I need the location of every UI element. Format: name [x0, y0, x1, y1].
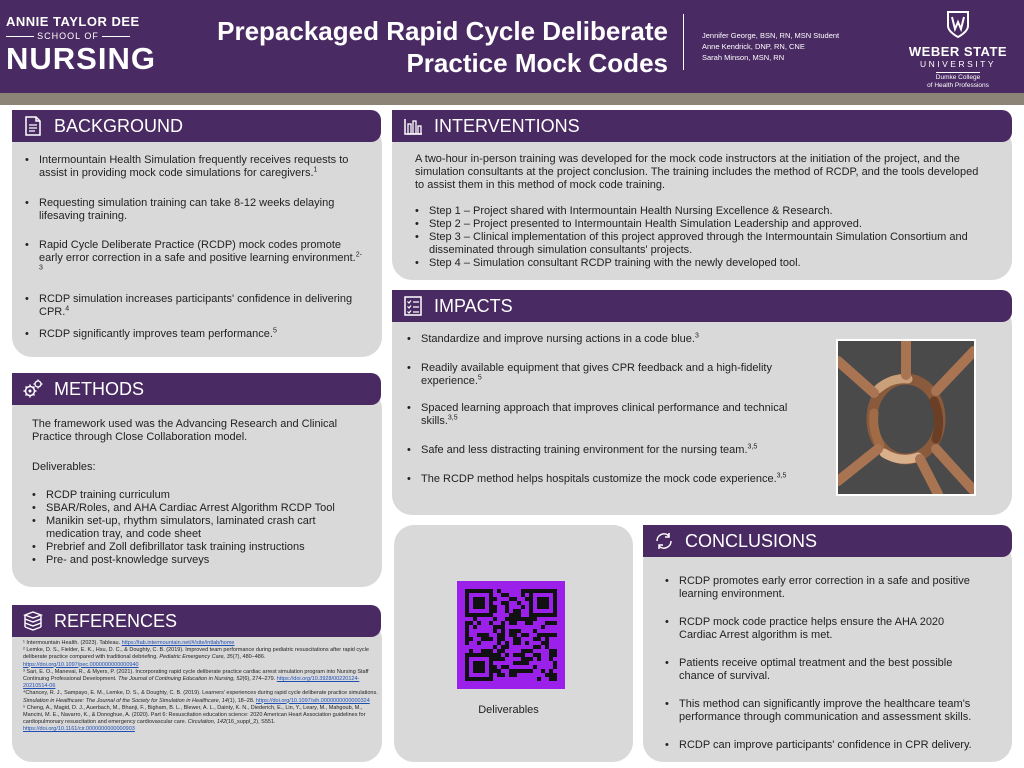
qr-pattern	[465, 589, 557, 681]
qr-caption: Deliverables	[478, 704, 539, 716]
references-list	[23, 640, 378, 734]
list-item: • Step 4 – Simulation consultant RCDP training with the newly developed tool.	[415, 257, 995, 270]
logo-line-1: ANNIE TAYLOR DEE	[6, 14, 140, 29]
list-item: • The RCDP method helps hospitals customize the mock code experience.$^{3,5}$	[407, 473, 792, 486]
list-item: • RCDP training curriculum	[32, 489, 352, 502]
methods-heading: METHODS	[54, 378, 144, 399]
interventions-steps	[415, 205, 995, 270]
conclusions-list	[665, 575, 985, 752]
deliverables-label: Deliverables:	[32, 461, 96, 473]
logo-line-2: SCHOOL OF	[6, 31, 130, 41]
list-item: • Step 2 – Project presented to Intermountain Health Simulation Leadership and approved.	[415, 218, 995, 231]
list-item: • SBAR/Roles, and AHA Cardiac Arrest Algorithm RCDP Tool	[32, 502, 352, 515]
hands-circle-photo	[836, 339, 976, 496]
gears-icon	[22, 378, 44, 400]
references-heading: REFERENCES	[54, 610, 178, 631]
list-item: • Step 3 – Clinical implementation of this project approved through the Intermountain Simulation Consortium and disseminated through simulation consultants' projects.	[415, 231, 995, 257]
background-banner	[12, 110, 381, 142]
reference-link[interactable]: https://doi.org/10.1161/cir.0000000000000903	[23, 726, 135, 733]
header-divider	[683, 14, 684, 70]
interventions-heading: INTERVENTIONS	[434, 115, 580, 136]
title-line-1: Prepackaged Rapid Cycle Deliberate	[217, 16, 668, 46]
reference-item: ³ Sari, E. O., Manevai, R., & Myers, P. (2021). Incorporating rapid cycle deliberate practice cardiac arrest simulation program into Nursing Staff Continuing Professional Development. The Journal of Continuing Education in Nursing, 52(6), 274–279. https://doi.org/10.3928/00220124-20210514-06	[23, 668, 369, 690]
impacts-banner	[392, 290, 1012, 322]
list-item: • RCDP can improve participants' confidence in CPR delivery.	[665, 739, 985, 752]
wildcat-w-icon	[945, 10, 971, 38]
list-item: • RCDP promotes early error correction in a safe and positive learning environment.	[665, 575, 985, 601]
bar-chart-icon	[402, 115, 424, 137]
list-item: • RCDP simulation increases participants' confidence in delivering CPR.$^4$	[25, 293, 365, 319]
reference-item: ⁵ Cheng, A., Magid, D. J., Auerbach, M., Bhanji, F., Bigham, B. L., Blewer, A. L., Dainty, K. N., Diederich, E., Lin, Y., Leary, M., Mahgoub, M., Mancini, M. E., Navarro, K., & Donoghue, A. (2020). Part 6: Resuscitation education science: 2020 American Heart Association guidelines for cardiopulmonary resuscitation and emergency cardiovascular care. Circulation, 142(16_suppl_2), S551. https://doi.org/10.1161/cir.0000000000000903	[23, 704, 366, 733]
background-list	[25, 154, 365, 341]
author-2: Anne Kendrick, DNP, RN, CNE	[702, 42, 805, 51]
reference-item: ¹ Intermountain Health. (2023). Tableau. https://tab.intermountain.net/#/site/intlab/home	[23, 640, 235, 646]
conclusions-heading: CONCLUSIONS	[685, 530, 818, 551]
poster-title	[140, 15, 668, 79]
impacts-list	[407, 333, 792, 486]
deliverables-qr-code[interactable]	[457, 581, 565, 689]
list-item: • Rapid Cycle Deliberate Practice (RCDP) mock codes promote early error correction in a safe and positive learning environment.$^{2-3}$	[25, 239, 365, 278]
list-item: • Readily available equipment that gives CPR feedback and a high-fidelity experience.$^5$	[407, 362, 792, 388]
weber-state-logo	[902, 10, 1014, 90]
list-item: • RCDP significantly improves team performance.$^5$	[25, 328, 365, 341]
checklist-icon	[402, 295, 424, 317]
list-item: • Standardize and improve nursing actions in a code blue.$^3$	[407, 333, 792, 346]
references-banner	[12, 605, 381, 637]
header-strip	[0, 93, 1024, 105]
reference-link[interactable]: https://doi.org/10.1097/pec.0000000000000940	[23, 661, 139, 668]
reference-link[interactable]: https://doi.org/10.3928/00220124-20210514-06	[23, 676, 360, 690]
interventions-banner	[392, 110, 1012, 142]
reference-link[interactable]: https://doi.org/10.1097/sih.0000000000000324	[255, 697, 370, 704]
books-icon	[22, 610, 44, 632]
list-item: • Manikin set-up, rhythm simulators, laminated crash cart medication tray, and code sheet	[32, 515, 352, 541]
cycle-icon	[653, 530, 675, 552]
list-item: • Prebrief and Zoll defibrillator task training instructions	[32, 541, 352, 554]
wsu-line-2: UNIVERSITY	[919, 59, 996, 69]
list-item: • Intermountain Health Simulation frequently receives requests to assist in providing mock code simulations for caregivers.$^1$	[25, 154, 365, 180]
reference-item: ⁴Chancey, R. J., Sampayo, E. M., Lemke, D. S., & Doughty, C. B. (2019). Learners' experiences during rapid cycle deliberate practice simulations. Simulation in Healthcare: The Journal of the Society for Simulation in Healthcare, 14(1), 18–28. https://doi.org/10.1097/sih.0000000000000324	[23, 690, 378, 704]
poster-header	[0, 0, 1024, 93]
list-item: • Spaced learning approach that improves clinical performance and technical skills.$^{3,5}$	[407, 402, 792, 428]
author-list	[702, 30, 839, 63]
list-item: • Safe and less distracting training environment for the nursing team.$^{3,5}$	[407, 444, 792, 457]
title-line-2: Practice Mock Codes	[406, 48, 668, 78]
list-item: • This method can significantly improve the healthcare team's performance through communication and assessment skills.	[665, 698, 985, 724]
list-item: • Pre- and post-knowledge surveys	[32, 554, 352, 567]
author-3: Sarah Minson, MSN, RN	[702, 53, 785, 62]
author-1: Jennifer George, BSN, RN, MSN Student	[702, 31, 840, 40]
nursing-school-logo	[6, 14, 156, 76]
list-item: • Patients receive optimal treatment and the best possible chance of survival.	[665, 657, 985, 683]
list-item: • Step 1 – Project shared with Intermountain Health Nursing Excellence & Research.	[415, 205, 995, 218]
interventions-intro: A two-hour in-person training was developed for the mock code instructors at the initiation of the project, and the simulation consultants at the project conclusion. The training includes the method of RCDP, and the tools developed to assist them in this method of mock code training.	[415, 153, 979, 191]
background-heading: BACKGROUND	[54, 115, 184, 136]
list-item: • RCDP mock code practice helps ensure the AHA 2020 Cardiac Arrest algorithm is met.	[665, 616, 985, 642]
reference-item: ² Lemke, D. S., Fielder, E. K., Hsu, D. C., & Doughty, C. B. (2019). Improved team performance during pediatric resuscitations after rapid cycle deliberate practice compared with traditional debriefing. Pediatric Emergency Care, 35(7), 480–486. https://doi.org/10.1097/pec.0000000000000940	[23, 647, 369, 668]
impacts-heading: IMPACTS	[434, 295, 513, 316]
hands-circle-image	[838, 341, 974, 494]
methods-intro: The framework used was the Advancing Research and Clinical Practice through Close Collaboration model.	[32, 418, 338, 443]
list-item: • Requesting simulation training can take 8-12 weeks delaying lifesaving training.	[25, 197, 365, 223]
deliverables-list	[32, 489, 352, 567]
wsu-college: Dumke College of Health Professions	[927, 74, 989, 89]
wsu-line-1: WEBER STATE	[908, 44, 1008, 59]
methods-banner	[12, 373, 381, 405]
logo-line-3: NURSING	[6, 41, 156, 76]
conclusions-banner	[643, 525, 1012, 557]
document-icon	[22, 115, 44, 137]
reference-link[interactable]: https://tab.intermountain.net/#/site/intlab/home	[121, 640, 235, 646]
